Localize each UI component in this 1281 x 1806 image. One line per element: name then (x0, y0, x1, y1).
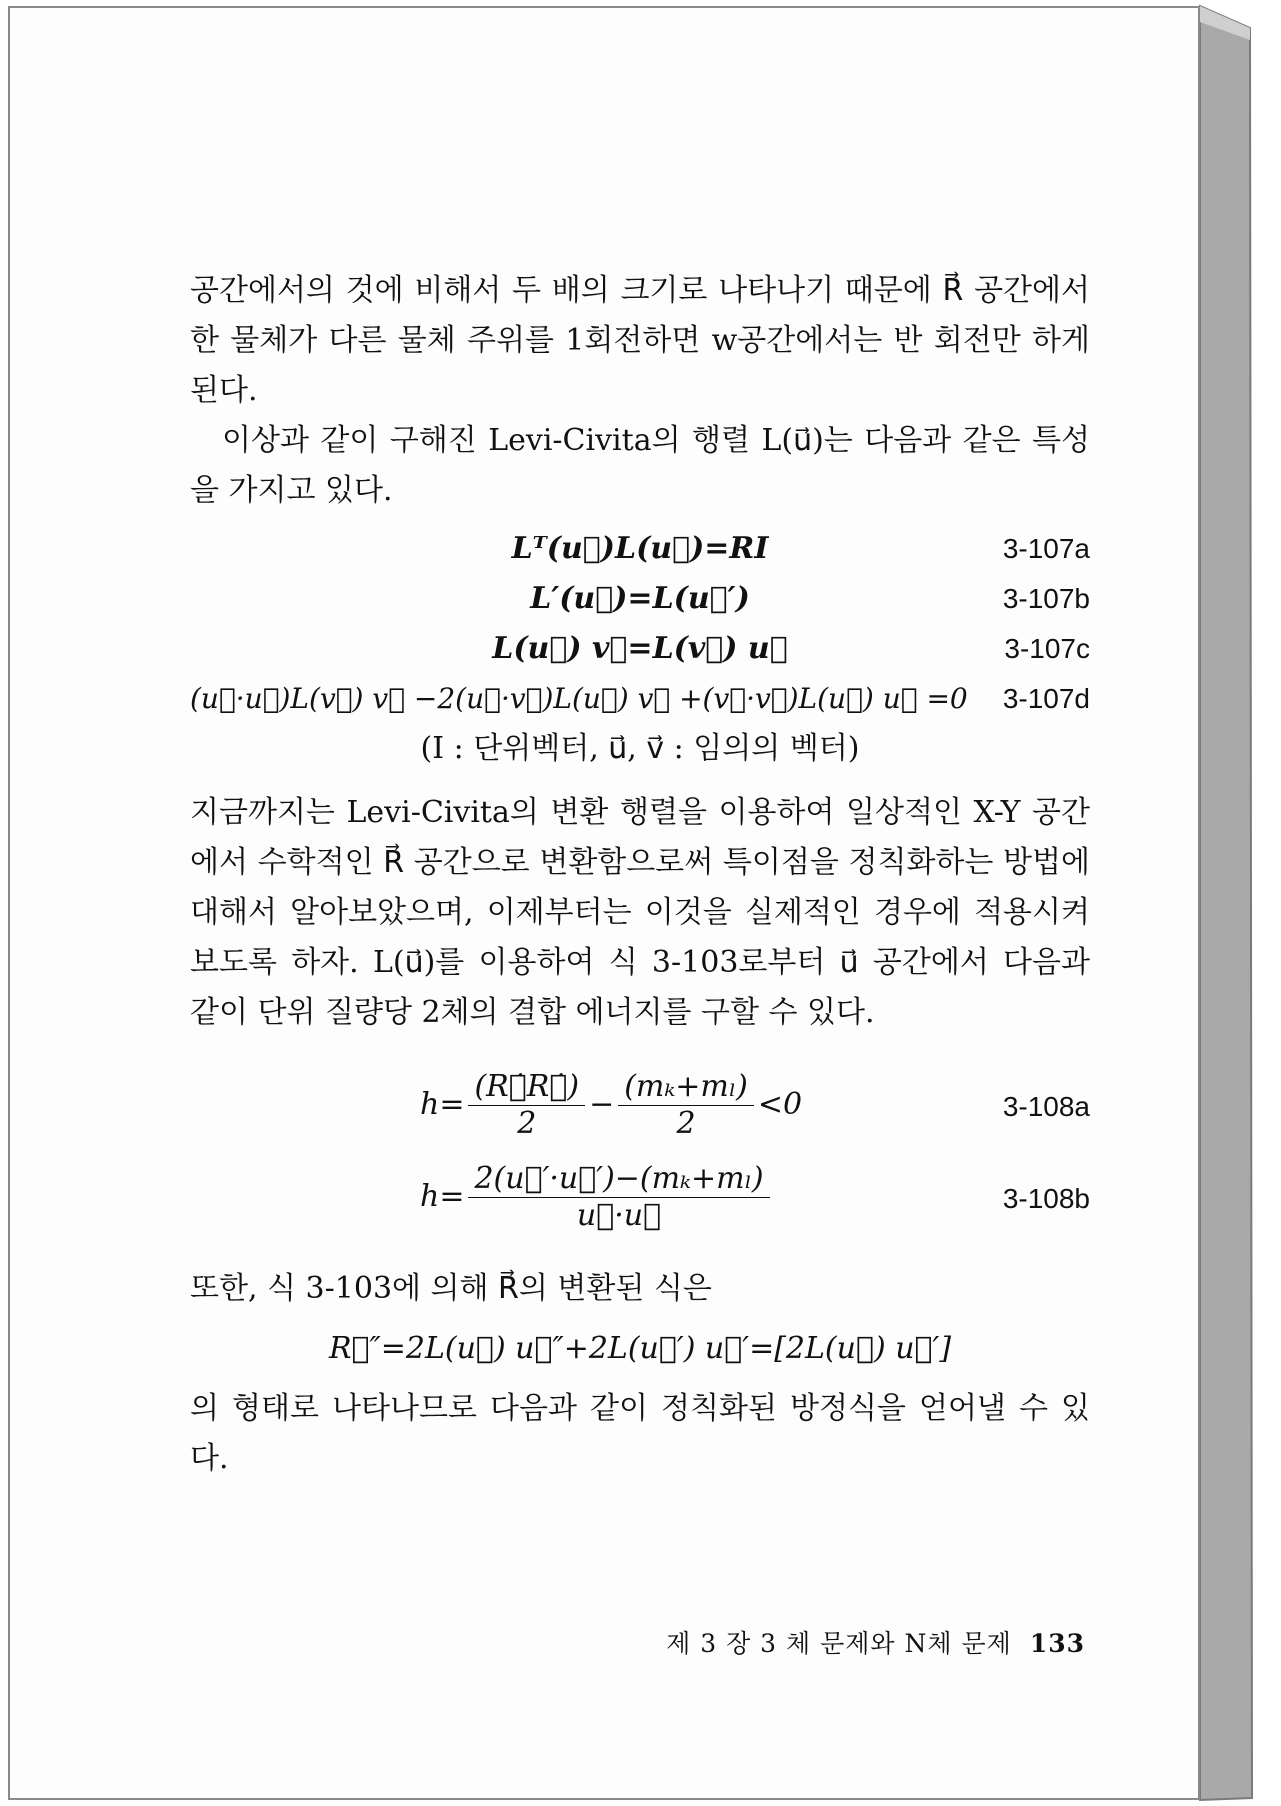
equation-note (190, 724, 1090, 774)
fraction-2 (618, 1069, 754, 1142)
equation-3-108b (190, 1154, 1090, 1240)
equation-number: 3-107d (1002, 683, 1090, 714)
paragraph-3: 지금까지는 Levi-Civita의 변환 행렬을 이용하여 일상적인 X-Y 공간에서 수학적인 R⃗ 공간으로 변환함으로써 특이점을 정칙화하는 방법에 대해서 알아보았으며, 이제부터는 이것을 실제적인 경우에 적용시켜 보도록 하자. L(u⃗)를 이용하여 식 3-103로부터 u⃗ 공간에서 다음과 같이 단위 질량당 2체의 결합 에너지를 구할 수 있다. (190, 795, 1090, 1030)
equation-3-107a (190, 524, 1090, 574)
equation-lhs: h= (420, 1179, 465, 1214)
equation-group-3-107 (190, 524, 1090, 774)
equation-3-107b (190, 574, 1090, 624)
equation-R-transform: R⃗″=2L(u⃗) u⃗″+2L(u⃗′) u⃗′=[2L(u⃗) u⃗′] (328, 1331, 952, 1366)
page-body (190, 266, 1090, 1484)
paragraph-4: 또한, 식 3-103에 의해 R⃗의 변환된 식은 (190, 1271, 712, 1306)
equation-3-107c (190, 624, 1090, 674)
running-footer-chapter: 제 3 장 3 체 문제와 N체 문제 (666, 1629, 1012, 1658)
fraction-denominator: u⃗·u⃗ (576, 1197, 662, 1233)
fraction-1 (468, 1069, 585, 1142)
fraction-denominator: 2 (517, 1105, 537, 1141)
equation-expression: Lᵀ(u⃗)L(u⃗)=RI (511, 531, 769, 566)
fraction (468, 1161, 769, 1234)
fraction-numerator: (mₖ+mₗ) (618, 1069, 754, 1106)
equation-number: 3-107c (1004, 633, 1090, 664)
paragraph-5: 의 형태로 나타나므로 다음과 같이 정칙화된 방정식을 얻어낼 수 있다. (190, 1391, 1090, 1476)
equation-expression: L(u⃗) v⃗=L(v⃗) u⃗ (492, 631, 788, 666)
equation-expression: (u⃗·u⃗)L(v⃗) v⃗ −2(u⃗·v⃗)L(u⃗) v⃗ +(v⃗·v⃗)L(u⃗) u⃗ =0 (190, 682, 968, 715)
equation-note-text: (I : 단위벡터, u⃗, v⃗ : 임의의 벡터) (420, 731, 860, 766)
fraction-numerator: (R⃗̇R⃗̇) (468, 1069, 585, 1106)
fraction-numerator: 2(u⃗′·u⃗′)−(mₖ+mₗ) (468, 1161, 769, 1198)
fraction-denominator: 2 (676, 1105, 696, 1141)
equation-expression (420, 1062, 802, 1148)
equation-number: 3-108b (1002, 1183, 1090, 1214)
equation-rhs: <0 (757, 1087, 803, 1122)
paragraph-2: 이상과 같이 구해진 Levi-Civita의 행렬 L(u⃗)는 다음과 같은 특성을 가지고 있다. (190, 423, 1090, 508)
equation-3-108a (190, 1062, 1090, 1148)
equation-3-107d (190, 674, 1090, 724)
equation-number: 3-107b (1002, 583, 1090, 614)
equation-expression (420, 1154, 774, 1240)
equation-number: 3-107a (1002, 533, 1090, 564)
minus-sign: − (589, 1087, 615, 1122)
equation-number: 3-108a (1002, 1091, 1090, 1122)
equation-expression: L′(u⃗)=L(u⃗′) (530, 581, 750, 616)
equation-lhs: h= (420, 1087, 465, 1122)
page-number: 133 (1029, 1629, 1085, 1658)
paragraph-1: 공간에서의 것에 비해서 두 배의 크기로 나타나기 때문에 R⃗ 공간에서 한 물체가 다른 물체 주위를 1회전하면 w공간에서는 반 회전만 하게 된다. (190, 273, 1090, 408)
page (8, 6, 1200, 1800)
page-footer (190, 1624, 1085, 1660)
